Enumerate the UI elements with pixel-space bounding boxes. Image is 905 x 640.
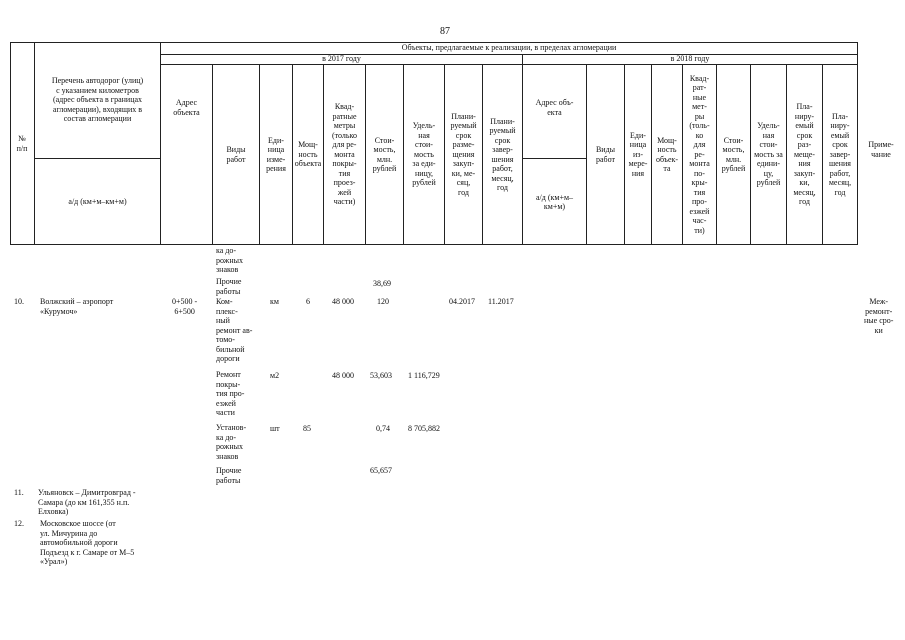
- header-sqm: Квад- ратные метры (только для ре- монта покры- тия проез- жей части): [331, 102, 358, 207]
- row10-work2: Ремонт покры- тия про- езжей части: [216, 370, 245, 417]
- row10-cost2: 53,603: [370, 371, 392, 380]
- header-unit-cost: Удель- ная стои- мость за еди- ницу, рублей: [412, 121, 436, 188]
- header-cost: Стои- мость, млн. рублей: [372, 135, 397, 173]
- row10-cap3: 85: [303, 424, 311, 433]
- header-cost-2018: Стои- мость, млн. рублей: [721, 135, 746, 173]
- row11-name: Ульяновск – Димитровград - Самара (до км 161,355 н.п. Елховка): [38, 488, 136, 516]
- header-roads: Перечень автодорог (улиц) с указанием километров (адрес объекта в границах агломерации), входящих в состав агломерации: [51, 76, 144, 124]
- header-sqm-2018: Квад- рат- ные мет- ры (толь- ко для ре- монта по- кры- тия про- езжей час- ти): [689, 73, 710, 235]
- row10-purchase: 04.2017: [449, 297, 475, 306]
- header-plan-purchase: Плани- руемый срок разме- щения закуп- ки, ме- сяц, год: [450, 111, 477, 197]
- header-year-2018: в 2018 году: [670, 54, 710, 64]
- row10-ucost3: 8 705,882: [408, 424, 440, 433]
- row12-num: 12.: [14, 519, 24, 528]
- row10-complete: 11.2017: [488, 297, 514, 306]
- row10-cap1: 6: [306, 297, 310, 306]
- header-plan-purchase-2018: Пла- ниру- емый срок раз- меще- ния закуп- ки, месяц, год: [793, 102, 816, 207]
- row10-num: 10.: [14, 297, 24, 306]
- header-unit-cost-2018: Удель- ная стои- мость за едини- цу, рублей: [754, 121, 783, 188]
- row10-work4: Прочие работы: [216, 466, 242, 485]
- row10-cost4: 65,657: [370, 466, 392, 475]
- header-capacity: Мощ- ность объекта: [294, 140, 322, 169]
- row10-ucost2: 1 116,729: [408, 371, 440, 380]
- header-year-2017: в 2017 году: [322, 54, 361, 64]
- row11-num: 11.: [14, 488, 24, 497]
- row10-unit2: м2: [270, 371, 280, 380]
- header-work-types: Виды работ: [226, 145, 246, 164]
- row10-work1: Ком- плекс- ный ремонт ав- томо- бильной дороги: [216, 297, 253, 363]
- header-unit-2018: Еди- ница из- мере- ния: [628, 130, 648, 178]
- row10-work3: Установ- ка до- рожных знаков: [216, 423, 247, 461]
- row10-sqm2: 48 000: [332, 371, 354, 380]
- page-number: 87: [440, 26, 450, 37]
- header-address-2018: Адрес объ- екта: [535, 98, 574, 117]
- header-unit: Еди- ница изме- рения: [266, 135, 286, 173]
- row10-cost3: 0,74: [376, 424, 390, 433]
- header-ad-km: а/д (км+м–км+м): [68, 197, 127, 207]
- row12-name: Московское шоссе (от ул. Мичурина до автомобильной дороги Подъезд к г. Самаре от М–5 «Урал»): [40, 519, 135, 566]
- header-num: № п/п: [16, 134, 28, 153]
- header-address: Адрес объекта: [173, 98, 200, 117]
- cont-work-other: Прочие работы: [216, 277, 242, 296]
- header-ad-km-2018: а/д (км+м– км+м): [535, 192, 574, 211]
- header-objects-title: Объекты, предлагаемые к реализации, в пределах агломерации: [401, 43, 617, 53]
- header-work-types-2018: Виды работ: [595, 145, 616, 164]
- row10-km: 0+500 - 6+500: [172, 297, 198, 316]
- header-plan-complete-2018: Пла- ниру- емый срок завер- шения работ, месяц, год: [828, 111, 852, 197]
- cont-work-signs: ка до- рожных знаков: [216, 246, 243, 274]
- row10-sqm1: 48 000: [332, 297, 354, 306]
- row10-unit1: км: [270, 297, 279, 306]
- cont-cost-other: 38,69: [373, 279, 391, 288]
- header-note: Приме- чание: [868, 140, 894, 159]
- row10-cost1: 120: [377, 297, 389, 306]
- row10-name: Волжский – аэропорт «Курумоч»: [40, 297, 114, 316]
- header-plan-complete: Плани- руемый срок завер- шения работ, месяц, год: [489, 116, 516, 192]
- row10-note: Меж- ремонт- ные сро- ки: [864, 297, 894, 335]
- header-capacity-2018: Мощ- ность объек- та: [655, 135, 679, 173]
- row10-unit3: шт: [270, 424, 280, 433]
